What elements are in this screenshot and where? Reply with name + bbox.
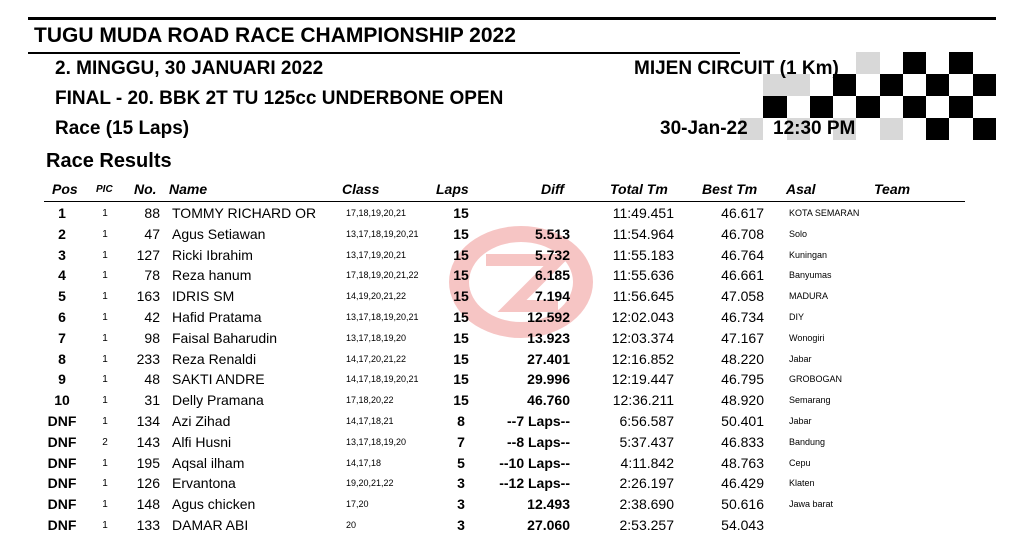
laps-cell: 15 <box>453 392 469 409</box>
total-time-cell: 5:37.437 <box>619 433 674 450</box>
diff-cell: 12.493 <box>527 496 570 513</box>
asal-cell: Cepu <box>789 457 811 468</box>
total-time-cell: 12:36.211 <box>612 392 674 409</box>
rider-name-cell: Reza Renaldi <box>172 350 257 367</box>
position-cell: 5 <box>58 288 66 305</box>
col-header-class: Class <box>342 181 380 197</box>
best-time-cell: 50.401 <box>721 413 764 429</box>
flag-square <box>810 96 833 118</box>
total-time-cell: 12:03.374 <box>611 329 674 346</box>
number-cell: 163 <box>136 288 160 305</box>
rider-name-cell: Ricki Ibrahim <box>172 246 253 263</box>
pic-cell: 1 <box>102 478 108 490</box>
laps-cell: 15 <box>453 288 469 305</box>
table-row <box>0 411 1024 432</box>
position-cell: 6 <box>58 309 66 325</box>
event-date-line: 2. MINGGU, 30 JANUARI 2022 <box>55 58 324 79</box>
circuit-name: MIJEN CIRCUIT (1 Km) <box>634 58 839 79</box>
number-cell: 78 <box>144 267 160 284</box>
flag-square <box>973 118 996 140</box>
rider-name-cell: Reza hanum <box>172 267 252 284</box>
best-time-cell: 46.764 <box>721 246 764 263</box>
flag-square <box>740 96 763 118</box>
best-time-cell: 46.429 <box>721 475 764 492</box>
class-cell: 17,20 <box>346 499 369 510</box>
number-cell: 42 <box>144 309 160 325</box>
flag-square <box>856 52 879 74</box>
race-laps-line: Race (15 Laps) <box>55 118 190 139</box>
pic-cell: 1 <box>102 395 108 407</box>
table-row <box>0 328 1024 349</box>
class-cell: 17,18,19,20,21,22 <box>346 270 419 281</box>
pic-cell: 1 <box>102 249 108 261</box>
rider-name-cell: Agus Setiawan <box>172 225 266 242</box>
flag-square <box>856 74 879 96</box>
laps-cell: 15 <box>453 329 469 346</box>
class-cell: 14,17,20,21,22 <box>346 353 407 364</box>
laps-cell: 3 <box>457 496 465 513</box>
asal-cell: KOTA SEMARAN <box>789 208 860 218</box>
pic-cell: 1 <box>102 416 108 427</box>
best-time-cell: 48.220 <box>721 350 764 367</box>
flag-square <box>973 74 996 96</box>
flag-square <box>949 118 972 140</box>
flag-square <box>763 96 786 118</box>
class-cell: 19,20,21,22 <box>346 478 394 489</box>
laps-cell: 5 <box>457 454 465 471</box>
rider-name-cell: Agus chicken <box>172 496 256 513</box>
asal-cell: Banyumas <box>789 270 832 281</box>
total-time-cell: 11:55.636 <box>612 267 674 284</box>
total-time-cell: 11:55.183 <box>612 246 674 263</box>
total-time-cell: 11:56.645 <box>612 288 674 305</box>
race-time: 12:30 PM <box>773 118 856 139</box>
class-cell: 13,17,18,19,20 <box>346 436 407 447</box>
flag-square <box>880 52 903 74</box>
class-cell: 13,17,19,20,21 <box>346 249 407 260</box>
table-row <box>0 473 1024 494</box>
col-header-no: No. <box>134 181 157 197</box>
col-header-best-time: Best Tm <box>702 181 758 197</box>
flag-square <box>880 96 903 118</box>
class-cell: 13,17,18,19,20 <box>346 332 407 343</box>
class-cell: 20 <box>346 520 357 530</box>
top-rule <box>28 17 996 20</box>
table-row <box>0 369 1024 390</box>
championship-title: TUGU MUDA ROAD RACE CHAMPIONSHIP 2022 <box>34 24 516 47</box>
table-row <box>0 349 1024 370</box>
col-header-pos: Pos <box>52 181 78 197</box>
table-row <box>0 494 1024 515</box>
laps-cell: 3 <box>457 517 465 533</box>
flag-square <box>926 74 949 96</box>
best-time-cell: 46.795 <box>721 371 764 388</box>
diff-cell: 29.996 <box>527 371 570 388</box>
class-cell: 13,17,18,19,20,21 <box>346 228 419 239</box>
rider-name-cell: Azi Zihad <box>172 413 231 429</box>
total-time-cell: 2:26.197 <box>619 475 674 492</box>
best-time-cell: 48.920 <box>721 392 764 409</box>
header-divider <box>44 201 965 202</box>
pic-cell: 1 <box>102 270 108 282</box>
total-time-cell: 12:02.043 <box>611 309 674 325</box>
diff-cell: 5.513 <box>534 225 570 242</box>
table-row <box>0 265 1024 286</box>
best-time-cell: 46.734 <box>721 309 764 325</box>
diff-cell: 5.732 <box>534 246 570 263</box>
asal-cell: Jabar <box>789 353 812 364</box>
total-time-cell: 11:49.451 <box>612 205 674 221</box>
position-cell: 9 <box>58 371 66 388</box>
pic-cell: 1 <box>102 312 108 323</box>
rider-name-cell: Faisal Baharudin <box>172 329 278 346</box>
pic-cell: 1 <box>102 499 108 511</box>
pic-cell: 1 <box>102 457 108 469</box>
diff-cell: --10 Laps-- <box>499 454 570 471</box>
pic-cell: 1 <box>102 332 108 344</box>
table-row <box>0 245 1024 266</box>
number-cell: 143 <box>136 433 160 450</box>
class-cell: 14,17,18,21 <box>346 416 394 426</box>
best-time-cell: 47.167 <box>721 329 764 346</box>
position-cell: 4 <box>58 267 66 284</box>
event-name-line: FINAL - 20. BBK 2T TU 125cc UNDERBONE OPEN <box>55 88 504 109</box>
diff-cell: --8 Laps-- <box>507 433 570 450</box>
position-cell: 3 <box>58 246 66 263</box>
position-cell: 7 <box>58 329 66 346</box>
flag-square <box>880 74 903 96</box>
flag-square <box>833 96 856 118</box>
pic-cell: 2 <box>102 436 108 448</box>
asal-cell: Solo <box>789 228 808 239</box>
pic-cell: 1 <box>102 353 108 365</box>
laps-cell: 15 <box>453 205 469 221</box>
rider-name-cell: Aqsal ilham <box>172 454 245 471</box>
number-cell: 133 <box>136 517 160 533</box>
table-row <box>0 203 1024 224</box>
number-cell: 233 <box>136 350 160 367</box>
position-cell: 8 <box>58 350 66 367</box>
pic-cell: 1 <box>102 374 108 386</box>
col-header-team: Team <box>874 181 911 197</box>
total-time-cell: 12:19.447 <box>611 371 674 388</box>
pic-cell: 1 <box>102 208 108 219</box>
rider-name-cell: Alfi Husni <box>172 433 232 450</box>
number-cell: 47 <box>144 225 160 242</box>
laps-cell: 15 <box>453 246 469 263</box>
best-time-cell: 46.617 <box>721 205 764 221</box>
table-row <box>0 286 1024 307</box>
asal-cell: Wonogiri <box>789 332 825 343</box>
number-cell: 126 <box>136 475 160 492</box>
total-time-cell: 2:38.690 <box>619 496 674 513</box>
flag-square <box>856 96 879 118</box>
best-time-cell: 50.616 <box>721 496 764 513</box>
flag-square <box>903 118 926 140</box>
diff-cell: 12.592 <box>527 309 570 325</box>
table-row <box>0 432 1024 453</box>
laps-cell: 7 <box>457 433 465 450</box>
col-header-total-time: Total Tm <box>610 181 668 197</box>
best-time-cell: 46.833 <box>721 433 764 450</box>
class-cell: 14,19,20,21,22 <box>346 291 407 302</box>
flag-square <box>926 96 949 118</box>
position-cell: 1 <box>58 205 66 221</box>
rider-name-cell: Hafid Pratama <box>172 309 262 325</box>
flag-square <box>880 118 903 140</box>
total-time-cell: 4:11.842 <box>620 454 674 471</box>
asal-cell: Jawa barat <box>789 499 834 510</box>
flag-square <box>903 96 926 118</box>
rider-name-cell: IDRIS SM <box>172 288 235 305</box>
diff-cell: 6.185 <box>534 267 570 284</box>
number-cell: 134 <box>136 413 160 429</box>
total-time-cell: 2:53.257 <box>619 517 674 533</box>
asal-cell: GROBOGAN <box>789 374 843 385</box>
flag-square <box>787 96 810 118</box>
col-header-asal: Asal <box>786 181 816 197</box>
position-cell: DNF <box>47 475 77 492</box>
flag-square <box>973 52 996 74</box>
flag-square <box>903 52 926 74</box>
number-cell: 88 <box>144 205 160 221</box>
diff-cell: --12 Laps-- <box>499 475 570 492</box>
number-cell: 31 <box>144 392 160 409</box>
col-header-name: Name <box>169 181 208 197</box>
position-cell: 2 <box>58 225 66 242</box>
race-date: 30-Jan-22 <box>660 118 748 139</box>
rider-name-cell: SAKTI ANDRE <box>172 371 265 388</box>
best-time-cell: 46.708 <box>721 225 764 242</box>
table-row <box>0 390 1024 411</box>
asal-cell: Semarang <box>789 395 831 406</box>
number-cell: 195 <box>136 454 160 471</box>
class-cell: 14,17,18,19,20,21 <box>346 374 419 385</box>
diff-cell: 46.760 <box>527 392 570 409</box>
asal-cell: DIY <box>789 312 805 322</box>
number-cell: 148 <box>136 496 160 513</box>
number-cell: 48 <box>144 371 160 388</box>
best-time-cell: 47.058 <box>721 288 764 305</box>
best-time-cell: 54.043 <box>721 517 764 533</box>
laps-cell: 15 <box>453 225 469 242</box>
asal-cell: MADURA <box>789 291 829 302</box>
flag-square <box>949 52 972 74</box>
table-row <box>0 224 1024 245</box>
flag-square <box>856 118 879 140</box>
diff-cell: --7 Laps-- <box>507 413 570 429</box>
number-cell: 127 <box>136 246 160 263</box>
diff-cell: 13.923 <box>527 329 570 346</box>
flag-square <box>949 74 972 96</box>
flag-square <box>926 118 949 140</box>
section-title: Race Results <box>46 150 172 172</box>
total-time-cell: 6:56.587 <box>619 413 674 429</box>
laps-cell: 15 <box>453 267 469 284</box>
best-time-cell: 46.661 <box>721 267 764 284</box>
flag-square <box>973 96 996 118</box>
position-cell: DNF <box>47 433 77 450</box>
flag-square <box>926 52 949 74</box>
col-header-diff: Diff <box>541 181 565 197</box>
pic-cell: 1 <box>102 228 108 240</box>
table-row <box>0 453 1024 474</box>
class-cell: 14,17,18 <box>346 457 382 468</box>
table-row <box>0 515 1024 536</box>
class-cell: 13,17,18,19,20,21 <box>346 312 419 322</box>
total-time-cell: 11:54.964 <box>612 225 674 242</box>
total-time-cell: 12:16.852 <box>611 350 674 367</box>
table-row <box>0 307 1024 328</box>
asal-cell: Klaten <box>789 478 815 489</box>
position-cell: DNF <box>47 413 77 429</box>
laps-cell: 15 <box>453 350 469 367</box>
asal-cell: Jabar <box>789 416 812 426</box>
position-cell: DNF <box>47 517 77 533</box>
pic-cell: 1 <box>102 520 108 531</box>
rider-name-cell: Ervantona <box>172 475 236 492</box>
best-time-cell: 48.763 <box>721 454 764 471</box>
rider-name-cell: DAMAR ABI <box>172 517 249 533</box>
laps-cell: 8 <box>457 413 465 429</box>
flag-square <box>949 96 972 118</box>
diff-cell: 7.194 <box>534 288 570 305</box>
diff-cell: 27.060 <box>527 517 570 533</box>
diff-cell: 27.401 <box>527 350 570 367</box>
col-header-pic: PIC <box>96 184 113 195</box>
class-cell: 17,18,19,20,21 <box>346 208 407 218</box>
number-cell: 98 <box>144 329 160 346</box>
position-cell: 10 <box>54 392 70 409</box>
position-cell: DNF <box>47 496 77 513</box>
rider-name-cell: TOMMY RICHARD OR <box>172 205 317 221</box>
col-header-laps: Laps <box>436 181 469 197</box>
class-cell: 17,18,20,22 <box>346 395 394 406</box>
asal-cell: Bandung <box>789 436 826 447</box>
position-cell: DNF <box>47 454 77 471</box>
asal-cell: Kuningan <box>789 249 828 260</box>
laps-cell: 3 <box>457 475 465 492</box>
flag-square <box>903 74 926 96</box>
pic-cell: 1 <box>102 291 108 303</box>
laps-cell: 15 <box>453 371 469 388</box>
laps-cell: 15 <box>453 309 469 325</box>
rider-name-cell: Delly Pramana <box>172 392 264 409</box>
